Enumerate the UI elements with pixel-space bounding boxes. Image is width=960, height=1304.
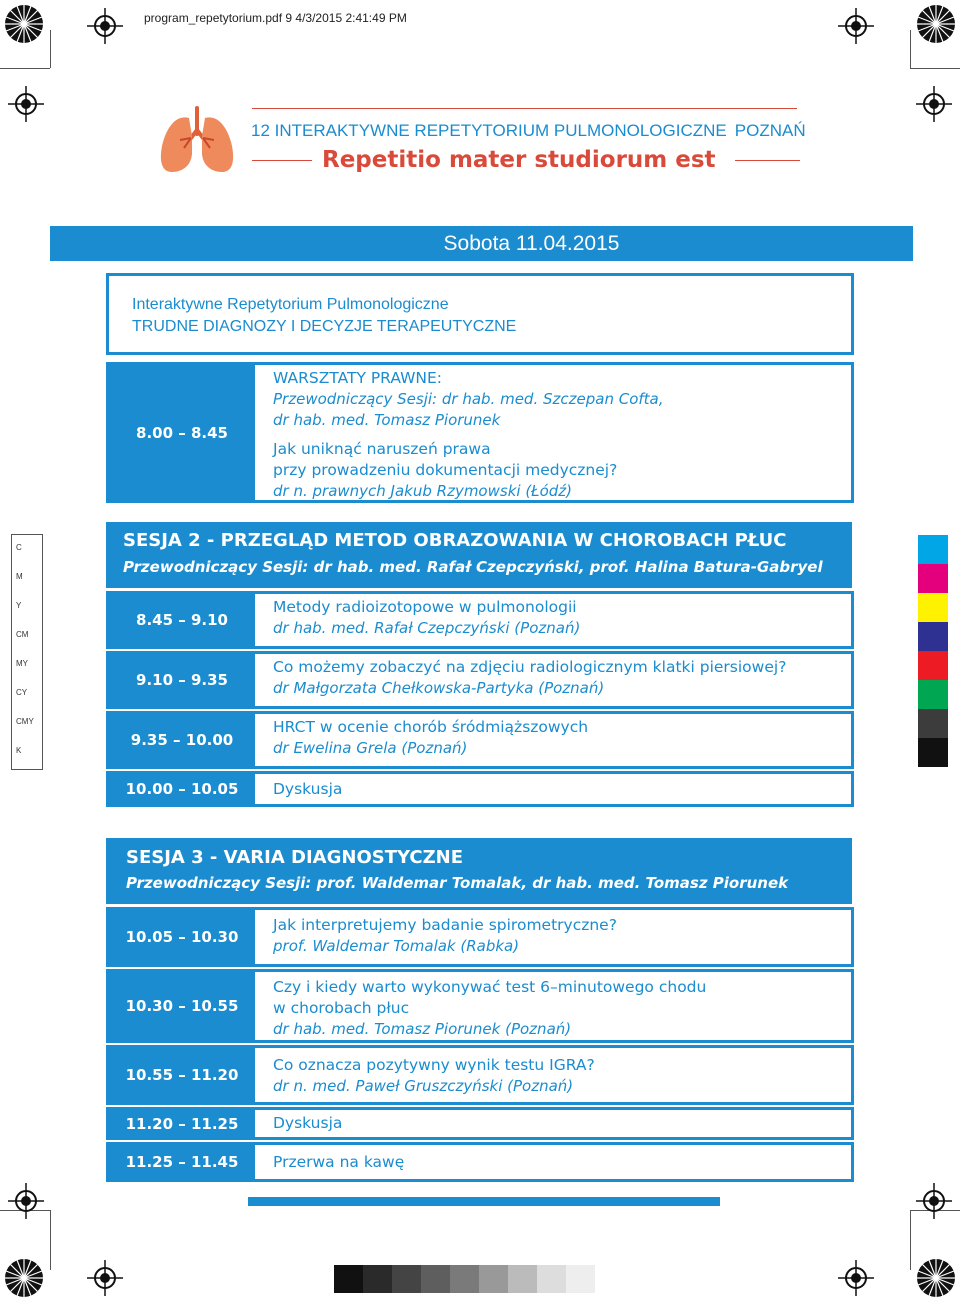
gray-swatch bbox=[508, 1265, 537, 1293]
session3-item-title-2: w chorobach płuc bbox=[273, 999, 410, 1017]
conference-title bbox=[251, 121, 806, 141]
color-bar-label: MY bbox=[16, 659, 28, 668]
lungs-logo-icon bbox=[158, 106, 236, 174]
sunburst-mark-icon bbox=[916, 4, 956, 44]
session3-title: SESJA 3 - VARIA DIAGNOSTYCZNE bbox=[126, 847, 464, 868]
gray-swatch bbox=[334, 1265, 363, 1293]
session2-item-time: 9.35 – 10.00 bbox=[109, 714, 255, 766]
crop-mark bbox=[50, 1210, 51, 1270]
registration-mark-icon bbox=[916, 86, 952, 122]
day-banner: Sobota 11.04.2015 bbox=[50, 226, 913, 261]
session3-item-time: 11.25 – 11.45 bbox=[109, 1145, 255, 1179]
crop-mark bbox=[910, 30, 911, 68]
sunburst-mark-icon bbox=[4, 4, 44, 44]
session3-item-title: Przerwa na kawę bbox=[273, 1152, 405, 1171]
sunburst-mark-icon bbox=[4, 1258, 44, 1298]
motto: Repetitio mater studiorum est bbox=[322, 147, 716, 173]
session3-item-time: 10.55 – 11.20 bbox=[109, 1048, 255, 1102]
workshop-chairs-1: Przewodniczący Sesji: dr hab. med. Szczepan Cofta, bbox=[273, 390, 664, 408]
session2-item bbox=[106, 711, 854, 769]
registration-mark-icon bbox=[8, 1183, 44, 1219]
gray-swatch bbox=[363, 1265, 392, 1293]
session3-item-speaker: dr hab. med. Tomasz Piorunek (Poznań) bbox=[273, 1020, 572, 1038]
session2-item-time: 8.45 – 9.10 bbox=[109, 594, 255, 646]
gray-swatch bbox=[566, 1265, 595, 1293]
registration-mark-icon bbox=[87, 1260, 123, 1296]
gray-swatch bbox=[537, 1265, 566, 1293]
header-rule-right bbox=[735, 160, 800, 161]
color-swatch bbox=[918, 622, 948, 651]
gray-swatch bbox=[595, 1265, 624, 1293]
workshop-box bbox=[106, 362, 854, 503]
session3-item-time: 10.30 – 10.55 bbox=[109, 972, 255, 1040]
header-rule-top bbox=[252, 108, 797, 109]
color-swatch bbox=[918, 593, 948, 622]
session3-item-title: Czy i kiedy warto wykonywać test 6–minutowego chodu bbox=[273, 978, 707, 996]
session3-item bbox=[106, 907, 854, 967]
color-bar-label: CY bbox=[16, 688, 28, 697]
session3-item bbox=[106, 1045, 854, 1105]
session3-item-time: 10.05 – 10.30 bbox=[109, 910, 255, 964]
session3-item-speaker: prof. Waldemar Tomalak (Rabka) bbox=[273, 937, 520, 955]
registration-mark-icon bbox=[87, 8, 123, 44]
conference-name: 12 INTERAKTYWNE REPETYTORIUM PULMONOLOGICZNE bbox=[251, 121, 727, 140]
gray-swatch bbox=[450, 1265, 479, 1293]
color-bar-label: CM bbox=[16, 630, 29, 639]
gray-swatch bbox=[479, 1265, 508, 1293]
session2-header bbox=[106, 522, 852, 588]
registration-mark-icon bbox=[838, 1260, 874, 1296]
session2-item-title: Dyskusja bbox=[273, 779, 343, 798]
session3-item-title: Dyskusja bbox=[273, 1114, 343, 1132]
session2-title: SESJA 2 - PRZEGLĄD METOD OBRAZOWANIA W CHOROBACH PŁUC bbox=[123, 530, 787, 551]
intro-line-1: Interaktywne Repetytorium Pulmonologiczne bbox=[132, 296, 449, 313]
color-swatch-bar bbox=[918, 535, 948, 767]
session3-item-title: Jak interpretujemy badanie spirometryczne? bbox=[273, 916, 617, 934]
crop-mark bbox=[910, 68, 960, 69]
color-bar-label: C bbox=[16, 543, 22, 552]
crop-mark bbox=[0, 68, 50, 69]
intro-box bbox=[106, 273, 854, 355]
registration-mark-icon bbox=[838, 8, 874, 44]
conference-city: POZNAŃ bbox=[734, 121, 806, 140]
session3-item-title: Co oznacza pozytywny wynik testu IGRA? bbox=[273, 1056, 595, 1074]
workshop-heading: WARSZTATY PRAWNE: bbox=[273, 369, 443, 387]
color-bar-labels bbox=[12, 535, 42, 767]
session3-item bbox=[106, 969, 854, 1043]
color-bar-label: CMY bbox=[16, 717, 34, 726]
header-rule-left bbox=[252, 160, 312, 161]
workshop-talk-2: przy prowadzeniu dokumentacji medycznej? bbox=[273, 461, 618, 479]
crop-mark bbox=[50, 30, 51, 68]
session2-item-title: Co możemy zobaczyć na zdjęciu radiologicznym klatki piersiowej? bbox=[273, 658, 787, 676]
session2-item bbox=[106, 771, 854, 807]
session2-item-speaker: dr hab. med. Rafał Czepczyński (Poznań) bbox=[273, 619, 581, 637]
gray-swatch bbox=[421, 1265, 450, 1293]
sunburst-mark-icon bbox=[916, 1258, 956, 1298]
workshop-talk-1: Jak uniknąć naruszeń prawa bbox=[273, 440, 491, 458]
workshop-speaker: dr n. prawnych Jakub Rzymowski (Łódź) bbox=[273, 482, 573, 500]
session2-item-speaker: dr Małgorzata Chełkowska-Partyka (Poznań) bbox=[273, 679, 605, 697]
intro-line-2: TRUDNE DIAGNOZY I DECYZJE TERAPEUTYCZNE bbox=[132, 318, 517, 335]
session3-header bbox=[106, 838, 852, 904]
session2-item-title: HRCT w ocenie chorób śródmiąższowych bbox=[273, 718, 589, 736]
registration-mark-icon bbox=[8, 86, 44, 122]
session2-item-title: Metody radioizotopowe w pulmonologii bbox=[273, 598, 577, 616]
crop-mark bbox=[910, 1210, 911, 1270]
color-swatch bbox=[918, 680, 948, 709]
color-bar-label: K bbox=[16, 746, 22, 755]
session3-item bbox=[106, 1107, 854, 1140]
footer-bar bbox=[248, 1197, 720, 1206]
registration-mark-icon bbox=[916, 1183, 952, 1219]
session3-chairs: Przewodniczący Sesji: prof. Waldemar Tomalak, dr hab. med. Tomasz Piorunek bbox=[126, 874, 789, 892]
color-swatch bbox=[918, 709, 948, 738]
print-meta: program_repetytorium.pdf 9 4/3/2015 2:41:49 PM bbox=[144, 11, 407, 25]
session2-item-time: 9.10 – 9.35 bbox=[109, 654, 255, 706]
color-swatch bbox=[918, 535, 948, 564]
session3-item bbox=[106, 1142, 854, 1182]
color-swatch bbox=[918, 564, 948, 593]
color-swatch bbox=[918, 738, 948, 767]
session3-item-time: 11.20 – 11.25 bbox=[109, 1110, 255, 1137]
session2-item bbox=[106, 651, 854, 709]
workshop-time: 8.00 – 8.45 bbox=[109, 365, 255, 500]
color-bar-label: M bbox=[16, 572, 23, 581]
session2-item-time: 10.00 – 10.05 bbox=[109, 774, 255, 804]
workshop-chairs-2: dr hab. med. Tomasz Piorunek bbox=[273, 411, 501, 429]
session2-item-speaker: dr Ewelina Grela (Poznań) bbox=[273, 739, 468, 757]
grayscale-strip bbox=[334, 1265, 624, 1293]
session3-item-speaker: dr n. med. Paweł Gruszczyński (Poznań) bbox=[273, 1077, 574, 1095]
gray-swatch bbox=[392, 1265, 421, 1293]
color-bar-label: Y bbox=[16, 601, 22, 610]
color-swatch bbox=[918, 651, 948, 680]
session2-item bbox=[106, 591, 854, 649]
session2-chairs: Przewodniczący Sesji: dr hab. med. Rafał Czepczyński, prof. Halina Batura-Gabryel bbox=[123, 558, 823, 576]
